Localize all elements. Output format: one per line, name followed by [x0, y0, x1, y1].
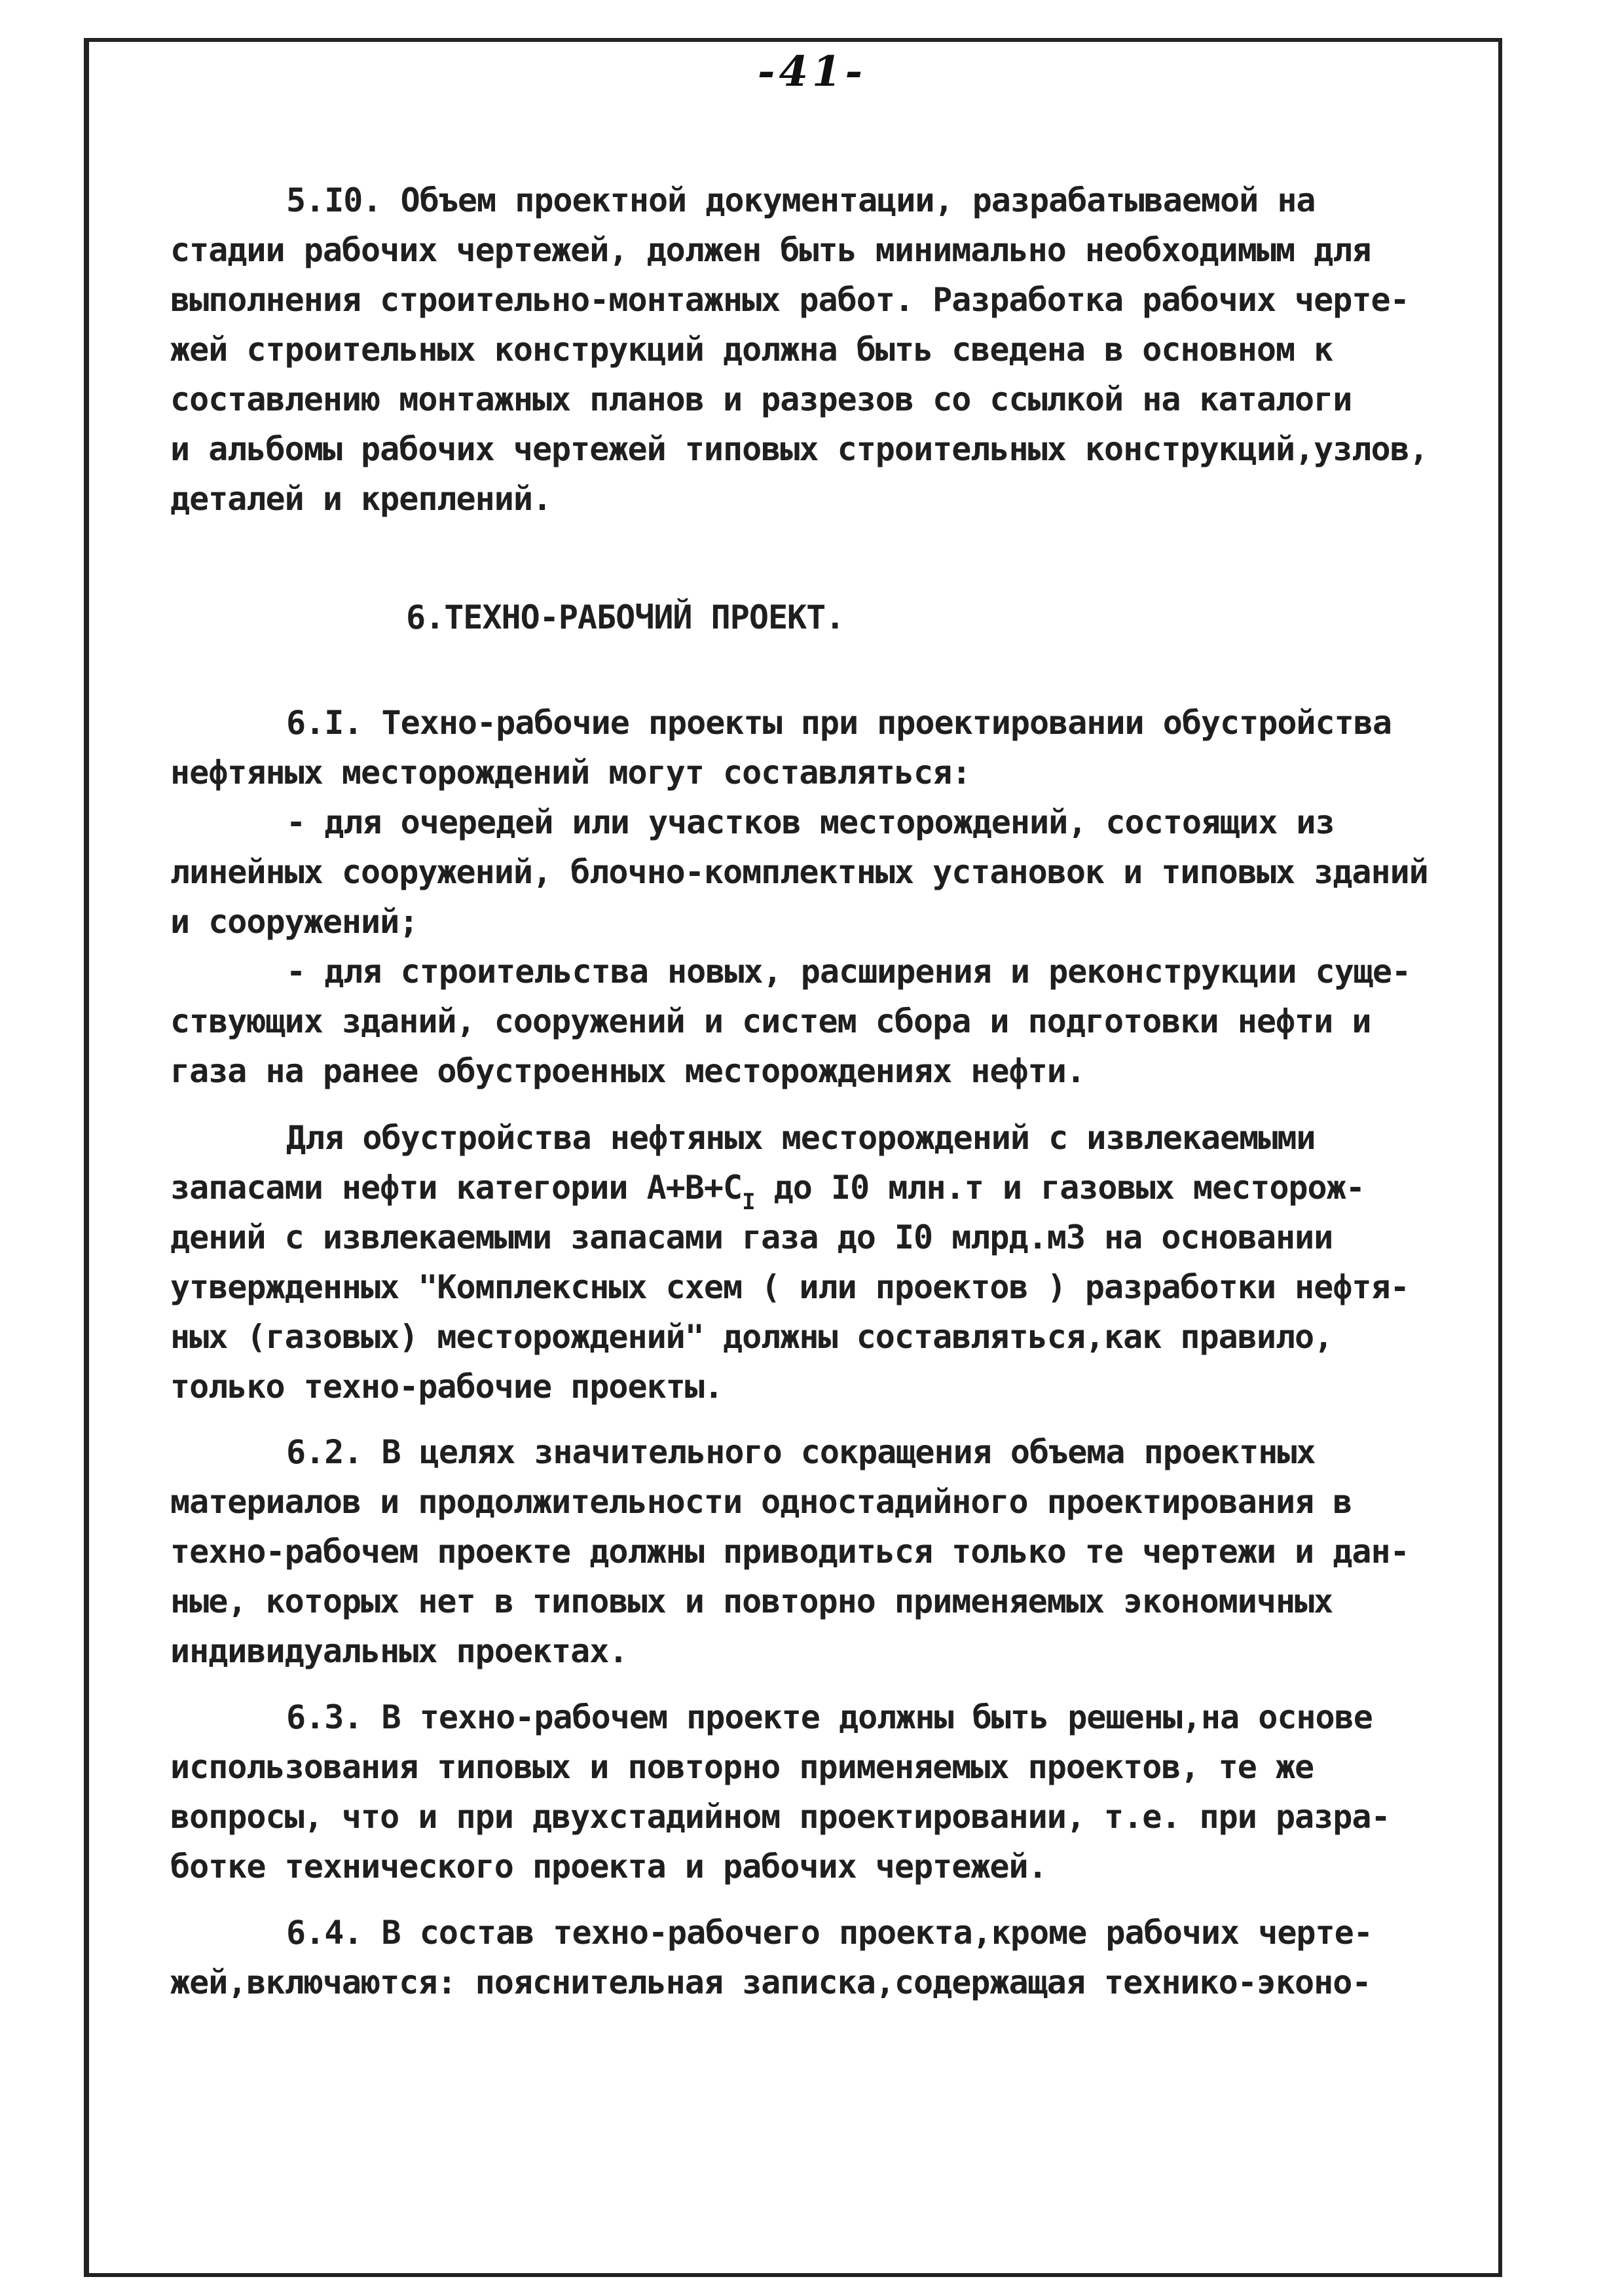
paragraph-6-1b-line-6: только техно-рабочие проекты. [170, 1368, 723, 1406]
paragraph-6-4-line-2: жей,включаются: пояснительная записка,содержащая технико-эконо- [170, 1963, 1371, 2001]
paragraph-5-10-line-6: и альбомы рабочих чертежей типовых строительных конструкций,узлов, [170, 430, 1428, 468]
paragraph-6-1b-line-2-end: до I0 млн.т и газовых месторож- [754, 1169, 1365, 1207]
subscript-i: I [742, 1189, 755, 1215]
paragraph-5-10-line-7: деталей и креплений. [170, 480, 552, 518]
paragraph-6-1b-line-3: дений с извлекаемыми запасами газа до I0 млрд.м3 на основании [170, 1218, 1333, 1256]
paragraph-6-4-line-1: 6.4. В состав техно-рабочего проекта,кроме рабочих черте- [286, 1914, 1373, 1952]
paragraph-6-2-line-3: техно-рабочем проекте должны приводиться только те чертежи и дан- [170, 1533, 1409, 1571]
paragraph-6-1-line-4: линейных сооружений, блочно-комплектных установок и типовых зданий [170, 853, 1428, 891]
paragraph-6-1b-line-1: Для обустройства нефтяных месторождений с извлекаемыми [286, 1119, 1316, 1157]
page-number: -41- [757, 47, 867, 96]
paragraph-6-2-line-2: материалов и продолжительности одностадийного проектирования в [170, 1483, 1352, 1521]
paragraph-6-1-line-6: - для строительства новых, расширения и реконструкции суще- [286, 953, 1411, 991]
paragraph-5-10-line-2: стадии рабочих чертежей, должен быть минимально необходимым для [170, 231, 1371, 269]
paragraph-6-1-line-1: 6.I. Техно-рабочие проекты при проектировании обустройства [286, 704, 1392, 742]
paragraph-6-1b-line-2 [170, 1163, 1365, 1215]
paragraph-5-10-line-4: жей строительных конструкций должна быть сведена в основном к [170, 331, 1333, 369]
paragraph-5-10-line-1: 5.I0. Объем проектной документации, разрабатываемой на [286, 181, 1316, 219]
paragraph-6-3-line-3: вопросы, что и при двухстадийном проектировании, т.е. при разра- [170, 1798, 1390, 1836]
paragraph-5-10-line-5: составлению монтажных планов и разрезов со ссылкой на каталоги [170, 380, 1352, 418]
paragraph-6-3-line-2: использования типовых и повторно применяемых проектов, те же [170, 1748, 1314, 1786]
paragraph-6-2-line-5: индивидуальных проектах. [170, 1632, 628, 1670]
paragraph-6-1b-line-5: ных (газовых) месторождений" должны составляться,как правило, [170, 1318, 1333, 1356]
paragraph-6-3-line-4: ботке технического проекта и рабочих чертежей. [170, 1848, 1047, 1886]
paragraph-6-1-line-2: нефтяных месторождений могут составляться: [170, 754, 971, 792]
paragraph-6-1-line-8: газа на ранее обустроенных месторождениях нефти. [170, 1052, 1085, 1090]
paragraph-5-10-line-3: выполнения строительно-монтажных работ. Разработка рабочих черте- [170, 281, 1409, 319]
paragraph-6-1b-line-2-start: запасами нефти категории А+В+С [170, 1169, 743, 1207]
paragraph-6-3-line-1: 6.3. В техно-рабочем проекте должны быть решены,на основе [286, 1698, 1373, 1736]
paragraph-6-1b-line-4: утвержденных "Комплексных схем ( или проектов ) разработки нефтя- [170, 1268, 1409, 1306]
paragraph-6-2-line-4: ные, которых нет в типовых и повторно применяемых экономичных [170, 1582, 1333, 1620]
section-6-heading: 6.ТЕХНО-РАБОЧИЙ ПРОЕКТ. [406, 598, 845, 636]
paragraph-6-1-line-5: и сооружений; [170, 903, 418, 941]
paragraph-6-2-line-1: 6.2. В целях значительного сокращения объема проектных [286, 1433, 1316, 1471]
paragraph-6-1-line-3: - для очередей или участков месторождений, состоящих из [286, 803, 1335, 841]
paragraph-6-1-line-7: ствующих зданий, сооружений и систем сбора и подготовки нефти и [170, 1002, 1371, 1040]
